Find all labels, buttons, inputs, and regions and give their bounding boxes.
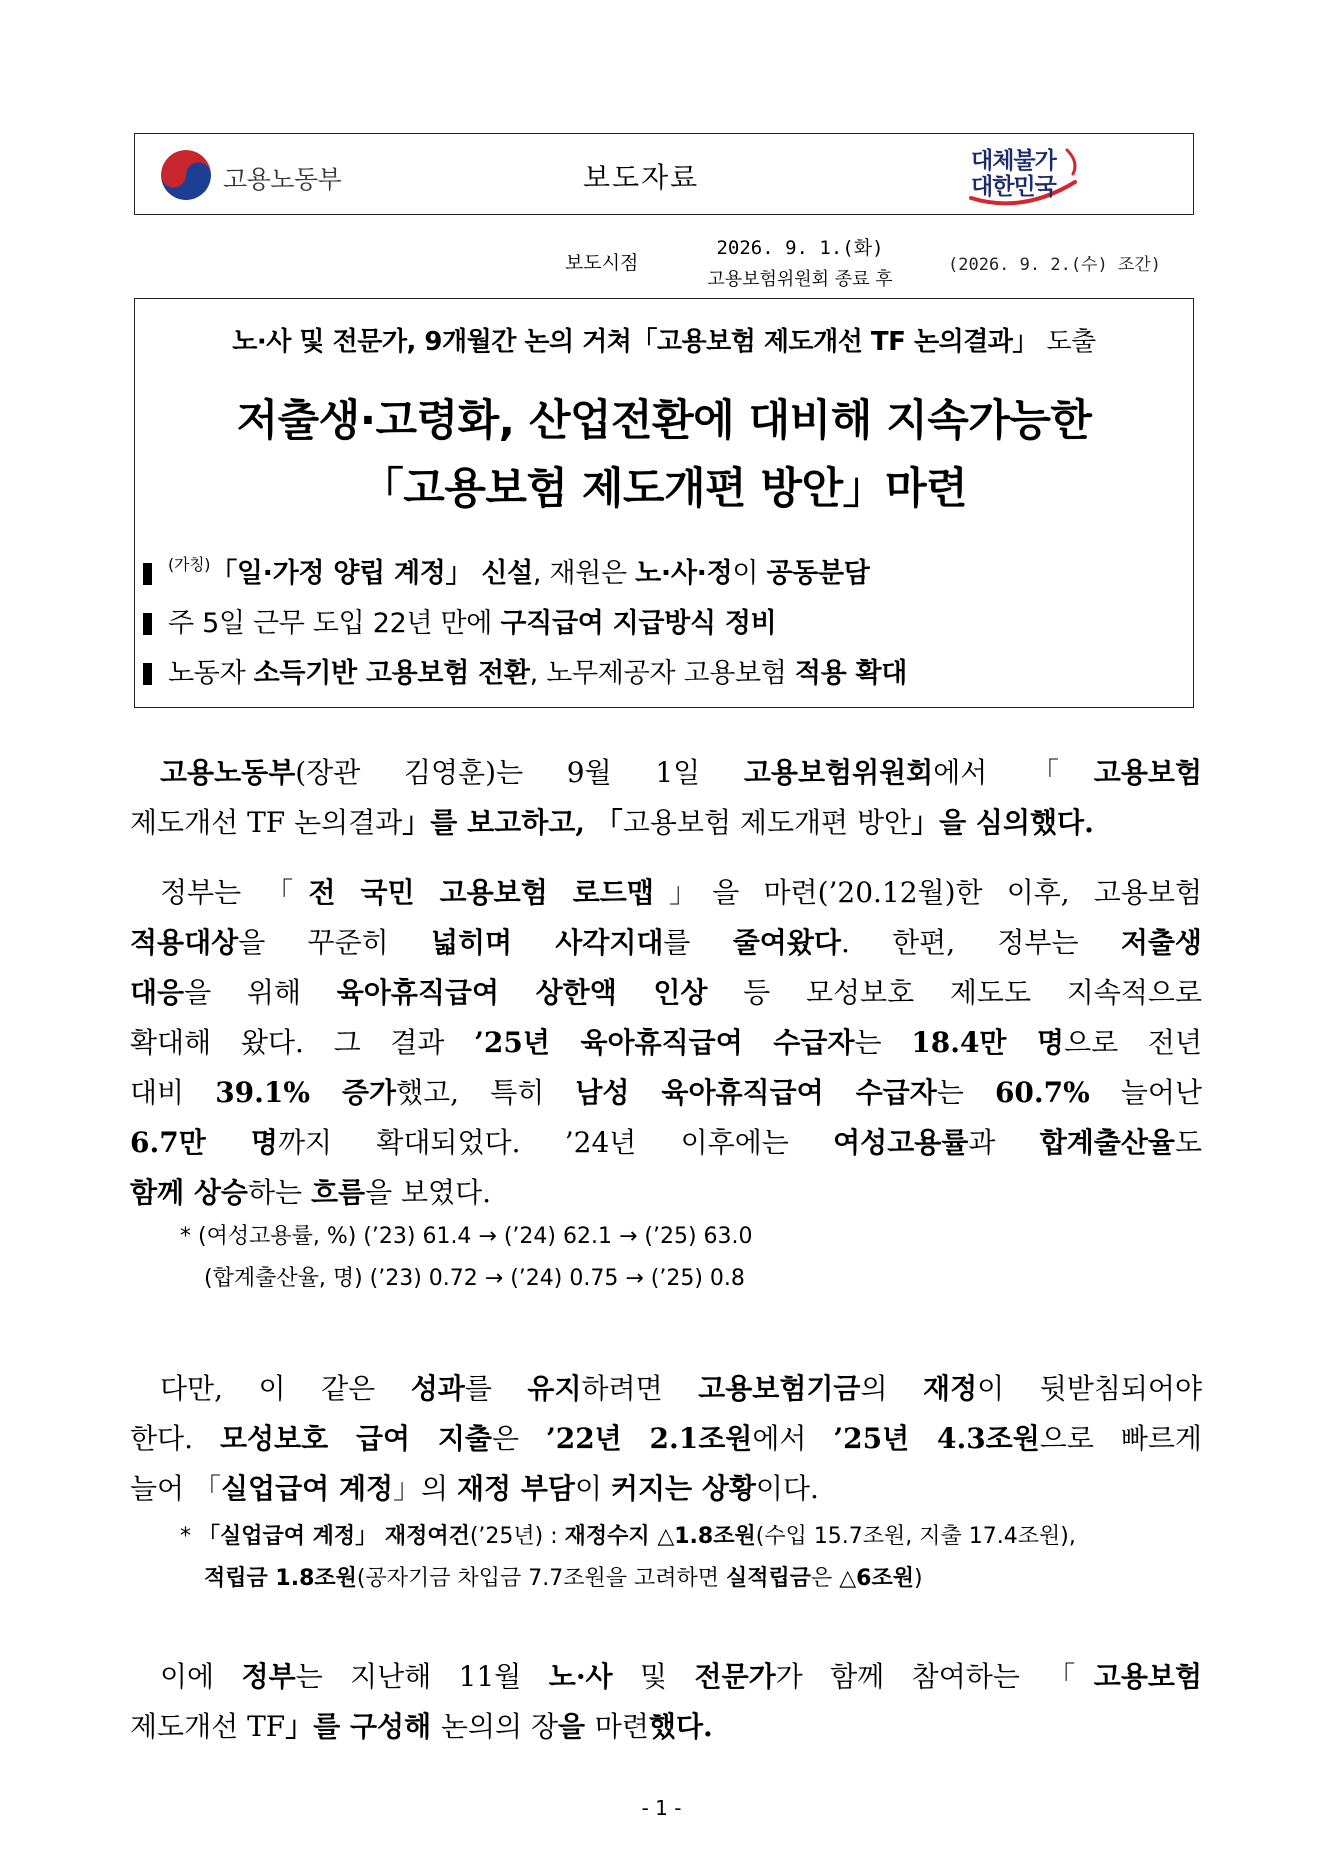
emphasis-text: 재정수지 △1.8조원 xyxy=(564,1524,756,1549)
release-time xyxy=(680,232,920,296)
headline-line-2: 「고용보험 제도개편 방안」마련 xyxy=(360,464,968,514)
body-text: 및 xyxy=(612,1660,695,1693)
emphasis-text: ’25년 육아휴직급여 수급자 xyxy=(474,1026,855,1059)
summary-bullet xyxy=(143,651,907,690)
note-text: (수입 15.7조원, 지출 17.4조원), xyxy=(755,1524,1076,1549)
body-text: 늘어 「 xyxy=(130,1472,221,1505)
note-text: 은 xyxy=(811,1566,840,1591)
body-text: 는 지난해 11월 xyxy=(295,1660,549,1693)
emphasis-text: 39.1% 증가 xyxy=(215,1076,397,1109)
emphasis-text: 커지는 상황 xyxy=(610,1472,756,1505)
emphasis-text: 유지 xyxy=(527,1372,582,1405)
emphasis-text: 넓히며 사각지대 xyxy=(430,926,664,959)
bullet-text: 구직급여 지급방식 정비 xyxy=(500,608,777,639)
body-text: 을 위해 xyxy=(184,976,337,1009)
emphasis-text: 18.4만 명 xyxy=(911,1026,1065,1059)
emphasis-text: 」를 구성해 xyxy=(285,1710,441,1743)
paragraph-line xyxy=(130,918,1202,968)
footnote-2-line-1 xyxy=(180,1516,1076,1558)
emphasis-text: 여성고용률 xyxy=(833,1126,969,1159)
emphasis-text: 적용대상 xyxy=(130,926,239,959)
emphasis-text: 고용보험기금 xyxy=(698,1372,861,1405)
body-text: 는 xyxy=(936,1076,995,1109)
release-condition: 고용보험위원회 종료 후 xyxy=(707,269,893,290)
emphasis-text: 을 xyxy=(558,1710,595,1743)
body-text: (장관 김영훈)는 9월 1일 xyxy=(295,756,744,789)
emphasis-text: 「실업급여 계정」 재정여건 xyxy=(198,1524,470,1549)
body-text: 다만, 이 같은 xyxy=(160,1372,411,1405)
emphasis-text: △6조원 xyxy=(839,1566,914,1591)
emphasis-text: 합계출산율 xyxy=(1039,1126,1175,1159)
slogan-line-2: 대한민국 xyxy=(971,174,1056,200)
body-text: 에서 「 xyxy=(933,756,1094,789)
emphasis-text: ’25년 4.3조원 xyxy=(833,1422,1040,1455)
body-text: 이다. xyxy=(755,1472,819,1505)
emphasis-text: ’22년 2.1조원 xyxy=(545,1422,753,1455)
emphasis-text: 재정 xyxy=(923,1372,978,1405)
body-text: 이에 xyxy=(160,1660,242,1693)
body-text: 을 보였다. xyxy=(365,1176,492,1209)
paragraph-line xyxy=(130,1464,1202,1514)
bullet-text: , 노무제공자 고용보험 xyxy=(529,658,795,689)
body-text: 까지 확대되었다. ’24년 이후에는 xyxy=(277,1126,834,1159)
emphasis-text: 육아휴직급여 상한액 인상 xyxy=(336,976,708,1009)
body-text: 확대해 왔다. 그 결과 xyxy=(130,1026,475,1059)
footnote-2-line-2 xyxy=(204,1558,923,1600)
press-header xyxy=(134,133,1194,215)
emphasis-text: 전 국민 고용보험 로드맵 xyxy=(308,876,654,909)
paragraph-line xyxy=(130,1168,1202,1218)
emphasis-text: 전문가 xyxy=(694,1660,776,1693)
emphasis-text: 흐름 xyxy=(310,1176,366,1209)
paragraph-line xyxy=(130,1702,1202,1752)
body-text: 정부는 「 xyxy=(160,876,309,909)
headline-line-1: 저출생·고령화, 산업전환에 대비해 지속가능한 xyxy=(236,396,1092,446)
paragraph-4 xyxy=(130,1652,1202,1752)
bullet-text: 노·사·정 xyxy=(635,558,733,589)
body-text: 은 xyxy=(491,1422,546,1455)
body-text: 등 모성보호 제도도 지속적으로 xyxy=(707,976,1203,1009)
body-text: 에서 xyxy=(752,1422,834,1455)
body-text: 를 xyxy=(663,926,733,959)
summary-bullet xyxy=(143,601,776,640)
paragraph-line xyxy=(130,1364,1202,1414)
emphasis-text: 저출생 xyxy=(1120,926,1202,959)
body-text: 도 xyxy=(1174,1126,1203,1159)
note-text: (공자기금 차입금 7.7조원을 고려하면 xyxy=(356,1566,726,1591)
subheadline xyxy=(135,321,1193,358)
body-text: 이 뒷받침되어야 xyxy=(977,1372,1203,1405)
release-date: 2026. 9. 1.(화) xyxy=(716,237,884,259)
emphasis-text: 함께 상승 xyxy=(130,1176,248,1209)
note-text: ) xyxy=(913,1566,923,1591)
bullet-text: 공동분담 xyxy=(766,558,870,589)
emphasis-text: 실적립금 xyxy=(725,1566,811,1591)
paragraph-line xyxy=(130,748,1202,798)
emphasis-text: 실업급여 계정 xyxy=(221,1472,394,1505)
body-text: 으로 빠르게 xyxy=(1039,1422,1202,1455)
body-text: 을 꾸준히 xyxy=(238,926,431,959)
body-text: 이 xyxy=(574,1472,611,1505)
subheadline-main: 노·사 및 전문가, 9개월간 논의 거쳐「고용보험 제도개선 TF 논의결과」 xyxy=(232,327,1038,357)
body-text: 제도개선 TF 논의결과 xyxy=(130,806,403,839)
body-text: 」의 xyxy=(393,1472,457,1505)
body-text: 으로 전년 xyxy=(1064,1026,1202,1059)
bullet-text: 「일·가정 양립 계정」 신설 xyxy=(210,558,533,589)
morning-paper-date: (2026. 9. 2.(수) 조간) xyxy=(948,255,1162,275)
emphasis-text: 정부 xyxy=(241,1660,296,1693)
paragraph-2 xyxy=(130,868,1202,1218)
body-text: 논의의 장 xyxy=(440,1710,558,1743)
emphasis-text: 6.7만 명 xyxy=(130,1126,278,1159)
emphasis-text: 노·사 xyxy=(548,1660,613,1693)
bullet-square-icon xyxy=(143,663,152,685)
slogan-logo xyxy=(963,142,1083,208)
body-text: . 한편, 정부는 xyxy=(840,926,1121,959)
body-text: 하려면 xyxy=(581,1372,699,1405)
emphasis-text: 고용보험위원회 xyxy=(743,756,934,789)
bullet-sup: (가칭) xyxy=(168,555,211,574)
body-text: 가 함께 참여하는 「 xyxy=(775,1660,1094,1693)
paragraph-line xyxy=(130,798,1202,848)
paragraph-line xyxy=(130,1414,1202,1464)
body-text: 늘어난 xyxy=(1089,1076,1203,1109)
paragraph-line xyxy=(130,1068,1202,1118)
slogan-line-1: 대체불가 xyxy=(971,148,1056,174)
body-text: 과 xyxy=(968,1126,1040,1159)
emphasis-text: 했다. xyxy=(648,1710,713,1743)
press-release-title: 보도자료 xyxy=(583,161,700,194)
body-text: 고용보험 제도개편 방안 xyxy=(622,806,912,839)
summary-box xyxy=(134,298,1194,708)
ministry-name: 고용노동부 xyxy=(223,165,342,194)
emphasis-text: 」을 심의했다. xyxy=(911,806,1094,839)
paragraph-line xyxy=(130,868,1202,918)
note-text: (’25년) : xyxy=(469,1524,565,1549)
emphasis-text: 고용보험 xyxy=(1093,1660,1202,1693)
paragraph-1 xyxy=(130,748,1202,848)
bullet-text: 이 xyxy=(732,558,767,589)
body-text: 마련 xyxy=(594,1710,649,1743)
emphasis-text: 모성보호 급여 지출 xyxy=(219,1422,492,1455)
subheadline-tail: 도출 xyxy=(1046,327,1096,357)
paragraph-3 xyxy=(130,1364,1202,1514)
emphasis-text: 고용노동부 xyxy=(160,756,296,789)
ministry-emblem-icon xyxy=(161,150,211,200)
paragraph-line xyxy=(130,1652,1202,1702)
body-text: 하는 xyxy=(247,1176,311,1209)
note-text: * xyxy=(180,1524,198,1549)
body-text: 한다. xyxy=(130,1422,220,1455)
bullet-text: 소득기반 고용보험 전환 xyxy=(253,658,530,689)
emphasis-text: 줄여왔다 xyxy=(732,926,841,959)
paragraph-line xyxy=(130,968,1202,1018)
body-text: 했고, 특히 xyxy=(396,1076,576,1109)
footnote-1-line-2: (합계출산율, 명) (’23) 0.72 → (’24) 0.75 → (’25) 0.8 xyxy=(204,1266,745,1291)
emphasis-text: 남성 육아휴직급여 수급자 xyxy=(575,1076,937,1109)
page-number: - 1 - xyxy=(641,1796,682,1820)
bullet-text: , 재원은 xyxy=(532,558,636,589)
body-text: 를 xyxy=(464,1372,528,1405)
emphasis-text: 고용보험 xyxy=(1093,756,1202,789)
bullet-square-icon xyxy=(143,613,152,635)
bullet-text: 주 5일 근무 도입 22년 만에 xyxy=(168,608,501,639)
body-text: 의 xyxy=(860,1372,924,1405)
footnote-1-line-1: * (여성고용률, %) (’23) 61.4 → (’24) 62.1 → (’25) 63.0 xyxy=(180,1224,753,1249)
paragraph-line xyxy=(130,1118,1202,1168)
emphasis-text: 성과 xyxy=(410,1372,465,1405)
bullet-text: 노동자 xyxy=(168,658,254,689)
emphasis-text: 」를 보고하고, 「 xyxy=(402,806,623,839)
paragraph-line xyxy=(130,1018,1202,1068)
emphasis-text: 60.7% xyxy=(994,1076,1090,1109)
emphasis-text: 적립금 1.8조원 xyxy=(204,1566,357,1591)
emphasis-text: 재정 부담 xyxy=(457,1472,575,1505)
release-label: 보도시점 xyxy=(565,252,639,274)
summary-bullet xyxy=(143,551,870,590)
bullet-square-icon xyxy=(143,563,152,585)
body-text: 는 xyxy=(854,1026,912,1059)
body-text: 대비 xyxy=(130,1076,216,1109)
body-text: 」을 마련(’20.12월)한 이후, 고용보험 xyxy=(653,876,1202,909)
emphasis-text: 대응 xyxy=(130,976,185,1009)
bullet-text: 적용 확대 xyxy=(794,658,908,689)
body-text: 제도개선 TF xyxy=(130,1710,286,1743)
